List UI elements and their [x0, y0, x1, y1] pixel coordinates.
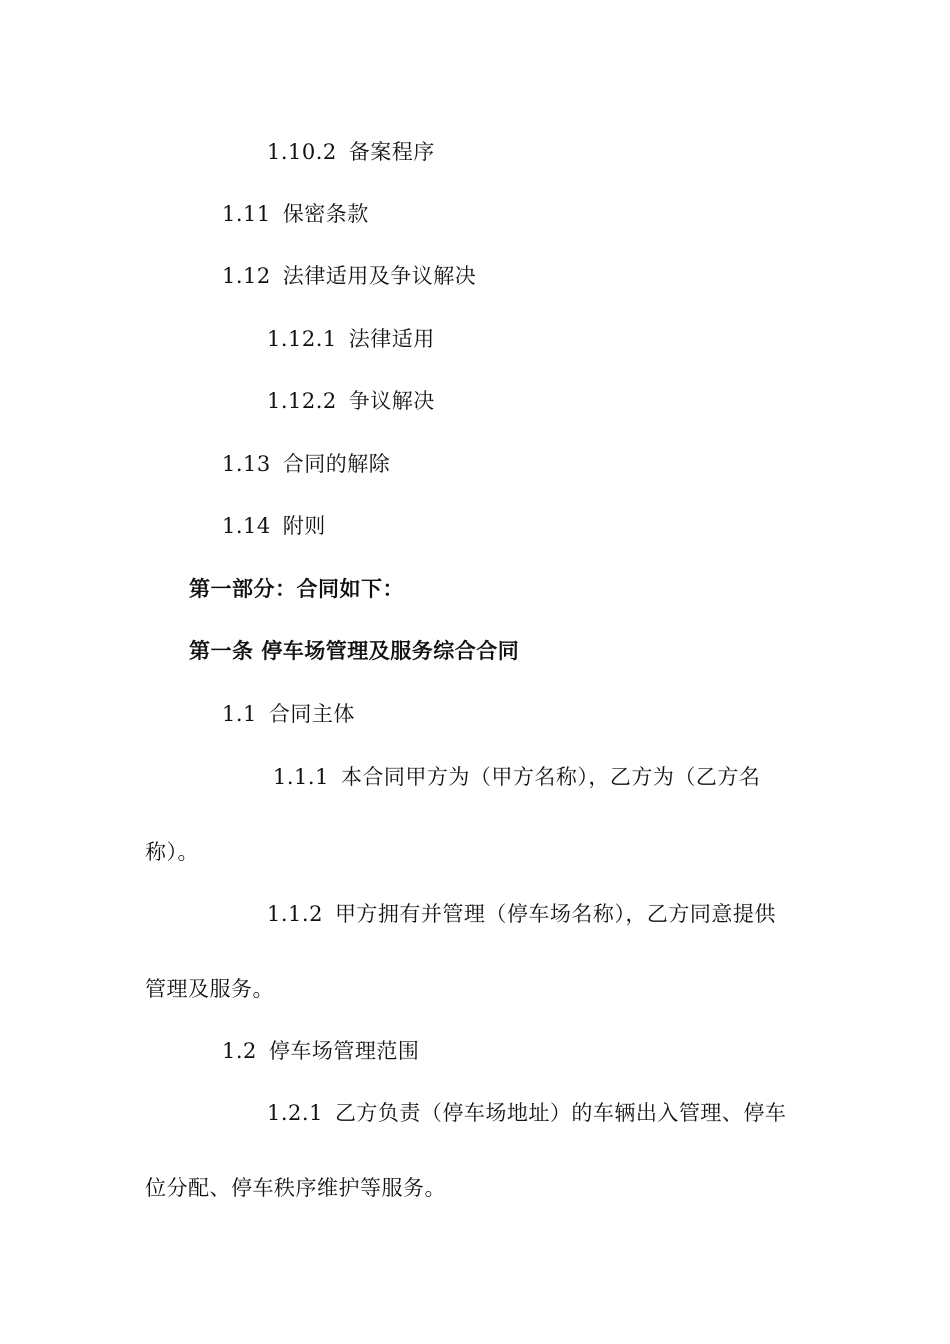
outline-number: 1.13 — [222, 452, 271, 476]
clause-continuation: 位分配、停车秩序维护等服务。 — [145, 1176, 446, 1200]
clause-line — [273, 763, 760, 791]
outline-number: 1.14 — [222, 514, 271, 538]
section-number: 1.1 — [222, 702, 257, 726]
outline-item — [222, 200, 369, 228]
outline-title: 保密条款 — [282, 202, 369, 226]
outline-item — [222, 262, 476, 290]
clause-line — [267, 900, 776, 928]
clause-text: 甲方拥有并管理（停车场名称），乙方同意提供 — [334, 902, 776, 926]
clause-number: 1.2.1 — [267, 1101, 323, 1125]
clause-continuation: 管理及服务。 — [145, 977, 274, 1001]
outline-item — [267, 325, 435, 353]
outline-title: 附则 — [282, 514, 326, 538]
section-title: 合同主体 — [268, 702, 355, 726]
outline-number: 1.10.2 — [267, 140, 337, 164]
outline-item — [267, 387, 435, 415]
article-heading: 第一条 停车场管理及服务综合合同 — [189, 639, 520, 663]
clause-number: 1.1.1 — [273, 765, 329, 789]
section-heading — [222, 700, 355, 728]
clause-text: 乙方负责（停车场地址）的车辆出入管理、停车 — [334, 1101, 787, 1125]
outline-title: 法律适用及争议解决 — [282, 264, 477, 288]
outline-item — [222, 450, 390, 478]
section-title: 停车场管理范围 — [268, 1039, 420, 1063]
clause-continuation: 称）。 — [145, 840, 199, 864]
clause-number: 1.1.2 — [267, 902, 323, 926]
clause-line — [267, 1099, 786, 1127]
outline-title: 法律适用 — [348, 327, 435, 351]
outline-number: 1.12.1 — [267, 327, 337, 351]
clause-text: 本合同甲方为（甲方名称），乙方为（乙方名 — [340, 765, 761, 789]
outline-title: 合同的解除 — [282, 452, 391, 476]
outline-number: 1.12.2 — [267, 389, 337, 413]
outline-title: 备案程序 — [348, 140, 435, 164]
outline-number: 1.12 — [222, 264, 271, 288]
outline-item — [267, 138, 435, 166]
outline-number: 1.11 — [222, 202, 271, 226]
section-heading — [222, 1037, 419, 1065]
outline-item — [222, 512, 326, 540]
section-number: 1.2 — [222, 1039, 257, 1063]
part-heading: 第一部分：合同如下： — [189, 577, 404, 601]
outline-title: 争议解决 — [348, 389, 435, 413]
